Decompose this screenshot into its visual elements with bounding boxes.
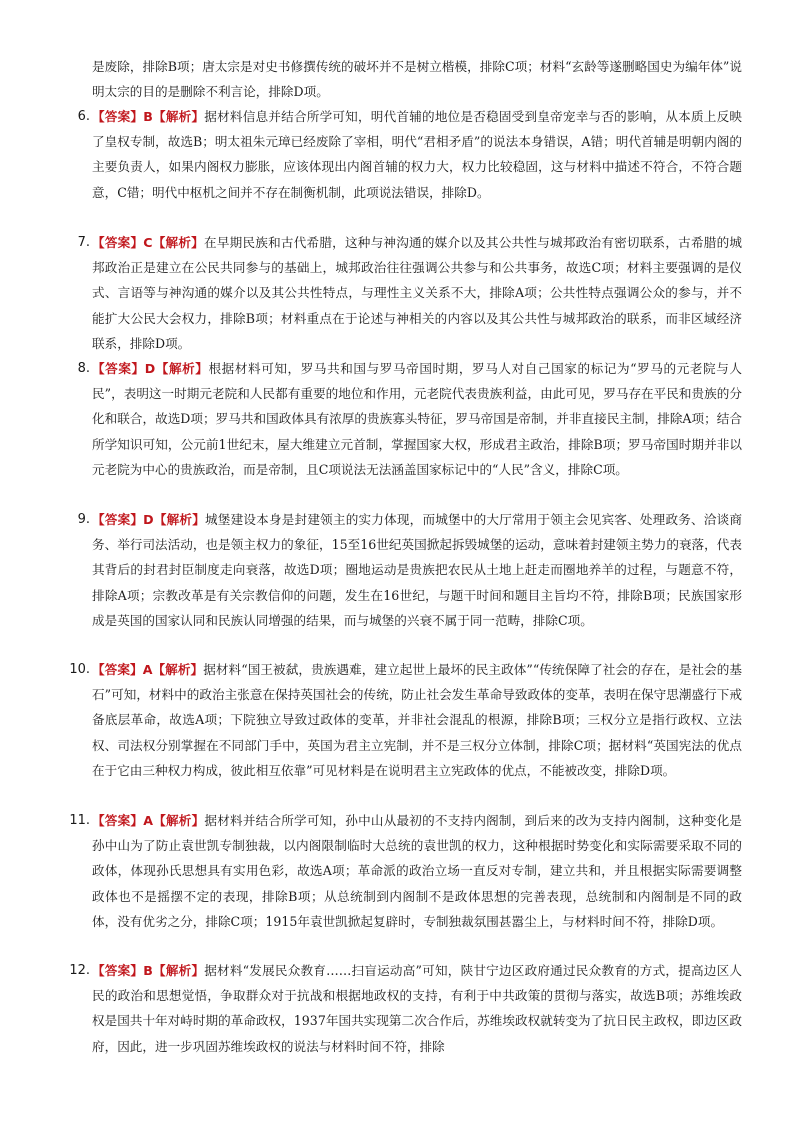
item-number-9: 9. — [77, 512, 90, 527]
answer-item-8 — [92, 356, 742, 482]
item-number-10: 10. — [69, 662, 90, 677]
analysis-text: 在早期民族和古代希腊，这种与神沟通的媒介以及其公共性与城邦政治有密切联系，古希腊的城邦政治正是建立在公民共同参与的基础上，城邦政治往往强调公共参与和公共事务，故选C项；材料主要强调的是仪式、言语等与神沟通的媒介以及其公共性特点，与理性主义关系不大，排除A项；公共性特点强调公众的参与，并不能扩大公民大会权力，排除B项；材料重点在于论述与神相关的内容以及其公共性与城邦政治的联系，而非区域经济联系，排除D项。 — [92, 235, 743, 351]
answer-tag: 【答案】 — [92, 361, 145, 376]
analysis-text: 根据材料可知，罗马共和国与罗马帝国时期，罗马人对自己国家的标记为“罗马的元老院与人民”，表明这一时期元老院和人民都有重要的地位和作用，元老院代表贵族利益，由此可见，罗马存在平民和贵族的分化和联合，故选D项；罗马共和国政体具有浓厚的贵族寡头特征，罗马帝国是帝制，并非直接民主制，排除A项；结合所学知识可知，公元前1世纪末，屋大维建立元首制，掌握国家大权，形成君主政治，排除B项；罗马帝国时期并非以元老院为中心的贵族政治，而是帝制，且C项说法无法涵盖国家标记中的“人民”含义，排除C项。 — [92, 361, 743, 477]
analysis-text: 据材料“发展民众教育……扫盲运动高”可知，陕甘宁边区政府通过民众教育的方式，提高边区人民的政治和思想觉悟，争取群众对于抗战和根据地政权的支持，有利于中共政策的贯彻与落实，故选B项；苏维埃政权是国共十年对峙时期的革命政权，1937年国共实现第二次合作后，苏维埃政权就转变为了抗日民主政权，即边区政府，因此，进一步巩固苏维埃政权的说法与材料时间不符，排除 — [92, 963, 743, 1054]
answer-item-9 — [92, 507, 742, 633]
answer-item-7 — [92, 230, 742, 356]
item-number-7: 7. — [77, 235, 90, 250]
item-number-8: 8. — [77, 361, 90, 376]
analysis-tag: 【解析】 — [152, 109, 205, 124]
answer-item-10 — [92, 657, 742, 783]
answer-letter: B — [143, 963, 153, 978]
answer-letter: D — [144, 361, 156, 376]
analysis-tag: 【解析】 — [153, 512, 205, 527]
answer-letter: D — [143, 512, 154, 527]
answer-item-11 — [92, 808, 742, 934]
answer-tag: 【答案】 — [92, 813, 144, 828]
analysis-tag: 【解析】 — [155, 361, 209, 376]
answer-tag: 【答案】 — [92, 235, 144, 250]
item-number-11: 11. — [69, 813, 90, 828]
analysis-tag: 【解析】 — [152, 662, 204, 677]
analysis-tag: 【解析】 — [152, 813, 205, 828]
analysis-tag: 【解析】 — [152, 963, 205, 978]
analysis-text: 城堡建设本身是封建领主的实力体现，而城堡中的大厅常用于领主会见宾客、处理政务、洽谈商务、举行司法活动，也是领主权力的象征，15至16世纪英国掀起拆毁城堡的运动，意味着封建领主势力的衰落，代表其背后的封君封臣制度走向衰落，故选D项；圈地运动是贵族把农民从土地上赶走而圈地养羊的过程，与题意不符，排除A项；宗教改革是有关宗教信仰的问题，发生在16世纪，与题干时间和题目主旨均不符，排除B项；民族国家形成是英国的国家认同和民族认同增强的结果，而与城堡的兴衰不属于同一范畴，排除C项。 — [92, 512, 743, 628]
analysis-tag: 【解析】 — [152, 235, 204, 250]
continuation-paragraph: 是废除，排除B项；唐太宗是对史书修撰传统的破坏并不是树立楷模，排除C项；材料“玄龄等遂删略国史为编年体”说明太宗的目的是删除不利言论，排除D项。 — [92, 59, 742, 100]
item-number-12: 12. — [69, 963, 90, 978]
answer-tag: 【答案】 — [92, 963, 144, 978]
answer-tag: 【答案】 — [92, 512, 144, 527]
answer-letter: B — [143, 109, 153, 124]
answer-tag: 【答案】 — [92, 109, 144, 124]
analysis-text: 据材料信息并结合所学可知，明代首辅的地位是否稳固受到皇帝宠幸与否的影响，从本质上反映了皇权专制，故选B；明太祖朱元璋已经废除了宰相，明代“君相矛盾”的说法本身错误，A错；明代首辅是明朝内阁的主要负责人，如果内阁权力膨胀，应该体现出内阁首辅的权力大，权力比较稳固，这与材料中描述不符合，不符合题意，C错；明代中枢机之间并不存在制衡机制，此项说法错误，排除D。 — [92, 109, 743, 200]
answer-letter: A — [143, 813, 153, 828]
item-number-6: 6. — [77, 109, 90, 124]
analysis-text: 据材料并结合所学可知，孙中山从最初的不支持内阁制，到后来的改为支持内阁制，这种变化是孙中山为了防止袁世凯专制独裁，以内阁限制临时大总统的袁世凯的权力，这种根据时势变化和实际需要采取不同的政体，体现孙氏思想具有实用色彩，故选A项；革命派的政治立场一直反对专制，建立共和，并且根据实际需要调整政体也不是摇摆不定的表现，排除B项；从总统制到内阁制不是政体思想的完善表现，总统制和内阁制是不同的政体，没有优劣之分，排除C项；1915年袁世凯掀起复辟时，专制独裁氛围甚嚣尘上，与材料时间不符，排除D项。 — [92, 813, 743, 929]
answer-letter: C — [143, 235, 153, 250]
answer-item-12 — [92, 958, 742, 1059]
answer-letter: A — [142, 662, 153, 677]
analysis-text: 据材料“国王被弑，贵族遇难，建立起世上最坏的民主政体”“传统保障了社会的存在，是社会的基石”可知，材料中的政治主张意在保持英国社会的传统，防止社会发生革命导致政体的变革，表明在保守思潮盛行下戒备底层革命，故选A项；下院独立导致过政体的变革，并非社会混乱的根源，排除B项；三权分立是指行政权、立法权、司法权分别掌握在不同部门手中，英国为君主立宪制，并不是三权分立体制，排除C项；据材料“英国宪法的优点在于它由三种权力构成，彼此相互依靠”可见材料是在说明君主立宪政体的优点，不能被改变，排除D项。 — [92, 662, 743, 778]
answer-item-6 — [92, 104, 742, 205]
answer-tag: 【答案】 — [92, 662, 143, 677]
